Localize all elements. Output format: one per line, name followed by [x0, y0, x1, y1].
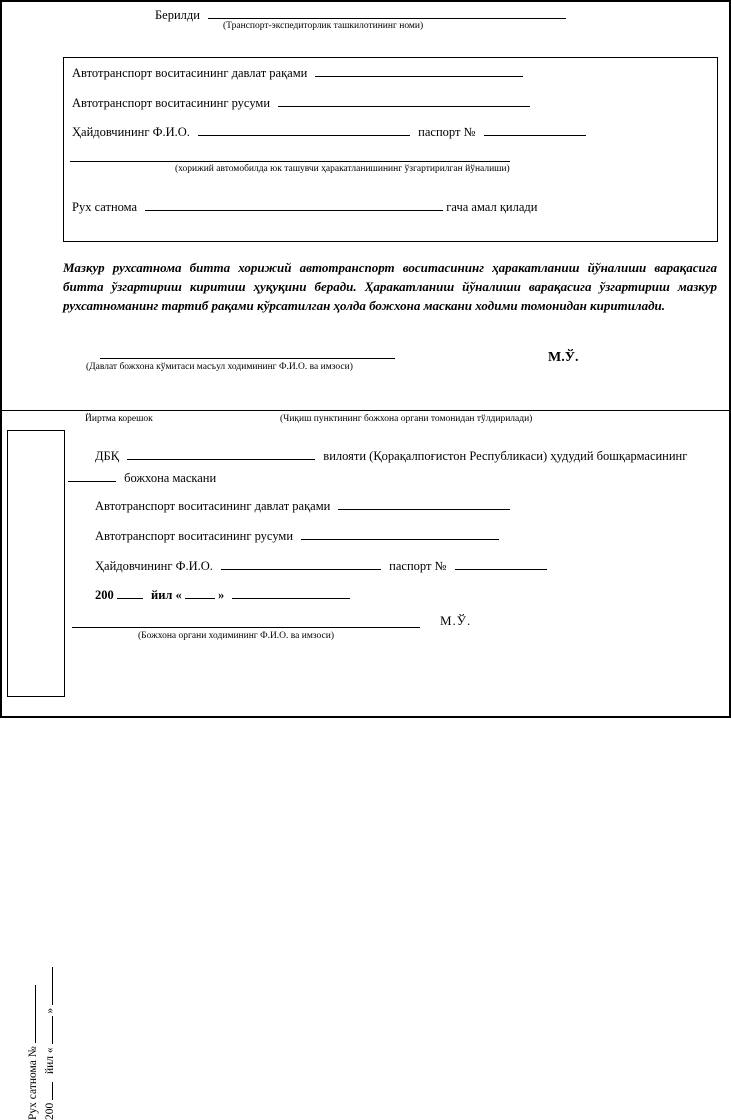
stub-day-blank	[42, 1016, 53, 1044]
stub-permit-label: Рух сатнома №	[27, 1046, 39, 1120]
stub-year-mid: йил «	[44, 1047, 56, 1074]
permit-label: Рух сатнома	[72, 200, 138, 214]
date-tail-blank	[232, 587, 350, 599]
tearoff-plate-row	[95, 498, 510, 514]
officer-signature-caption: (Божхона органи ходимининг Ф.И.О. ва имзоси)	[138, 631, 334, 641]
dbk-label: ДБҚ	[95, 449, 120, 463]
driver-row	[72, 124, 586, 140]
permit-validity-row	[72, 199, 537, 215]
tearoff-model-label: Автотранспорт воситасининг русуми	[95, 529, 294, 543]
stub-box	[7, 430, 65, 1120]
tearoff-driver-row	[95, 558, 547, 574]
stub-year-close: »	[44, 1007, 56, 1014]
stub-year-blank	[42, 1082, 53, 1100]
driver-blank	[198, 124, 410, 136]
issued-caption: (Транспорт-экспедиторлик ташкилотининг номи)	[223, 21, 424, 31]
date-day-blank	[185, 587, 215, 599]
tearoff-model-row	[95, 528, 499, 544]
date-mid: йил «	[151, 588, 182, 602]
permit-blank	[145, 199, 443, 211]
tearoff-driver-blank	[221, 558, 381, 570]
date-close: »	[218, 588, 225, 602]
issued-label: Берилди	[155, 8, 200, 22]
committee-signature-line	[100, 358, 395, 359]
model-row	[72, 95, 530, 111]
issued-blank	[208, 7, 566, 19]
tearoff-model-blank	[301, 528, 499, 540]
stub-tail-blank	[42, 967, 53, 1005]
tearoff-passport-blank	[455, 558, 547, 570]
driver-label: Ҳайдовчининг Ф.И.О.	[72, 125, 190, 139]
tearoff-passport-label: паспорт №	[389, 559, 447, 573]
tearoff-title-caption: (Чиқиш пунктининг божхона органи томонидан тўлдирилади)	[280, 414, 533, 424]
tearoff-separator-line	[2, 410, 729, 411]
permit-note: Мазкур рухсатнома битта хорижий автотранспорт воситасининг ҳаракатланиш йўналиши варақасига битта ўзгартириш киритиш ҳуқуқини беради. Ҳаракатланиш йўналиши варақасига ўзгартириш мазкур рухсатноманинг тартиб рақами кўрсатилган ҳолда божхона маскани ходими томонидан киритилади.	[63, 260, 717, 313]
valid-until-label: гача амал қилади	[446, 200, 538, 214]
model-blank	[278, 95, 530, 107]
passport-label: паспорт №	[418, 125, 476, 139]
stub-date-row	[42, 870, 59, 1120]
tearoff-plate-blank	[338, 498, 510, 510]
stub-rotated-text	[25, 870, 61, 1120]
officer-signature-line	[72, 627, 420, 628]
tearoff-driver-label: Ҳайдовчининг Ф.И.О.	[95, 559, 213, 573]
date-year-blank	[117, 587, 143, 599]
stub-permit-blank	[25, 985, 36, 1043]
post-label: божхона маскани	[124, 471, 217, 485]
tearoff-stamp-placeholder: М.Ў.	[440, 613, 472, 628]
tearoff-plate-label: Автотранспорт воситасининг давлат рақами	[95, 499, 331, 513]
stub-permit-row	[25, 870, 42, 1120]
tearoff-date-row	[95, 587, 350, 603]
route-blank	[70, 161, 510, 162]
plate-label: Автотранспорт воситасининг давлат рақами	[72, 66, 308, 80]
route-caption: (хорижий автомобилда юк ташувчи ҳаракатланишининг ўзгартирилган йўналиши)	[175, 164, 510, 174]
post-blank	[68, 470, 116, 482]
dbk-row	[95, 448, 687, 464]
committee-signature-caption: (Давлат божхона кўмитаси масъул ходимининг Ф.И.О. ва имзоси)	[86, 362, 353, 372]
plate-blank	[315, 65, 523, 77]
stamp-placeholder: М.Ў.	[548, 350, 579, 365]
stub-year-prefix: 200	[44, 1102, 56, 1120]
passport-blank	[484, 124, 586, 136]
region-label: вилояти (Қорақалпоғистон Республикаси) ҳудудий бошқармасининг	[323, 449, 688, 463]
tearoff-title: Йиртма корешок	[85, 414, 153, 424]
date-prefix: 200	[95, 588, 114, 602]
dbk-blank	[127, 448, 315, 460]
model-label: Автотранспорт воситасининг русуми	[72, 96, 271, 110]
plate-row	[72, 65, 523, 81]
post-row	[68, 470, 216, 486]
